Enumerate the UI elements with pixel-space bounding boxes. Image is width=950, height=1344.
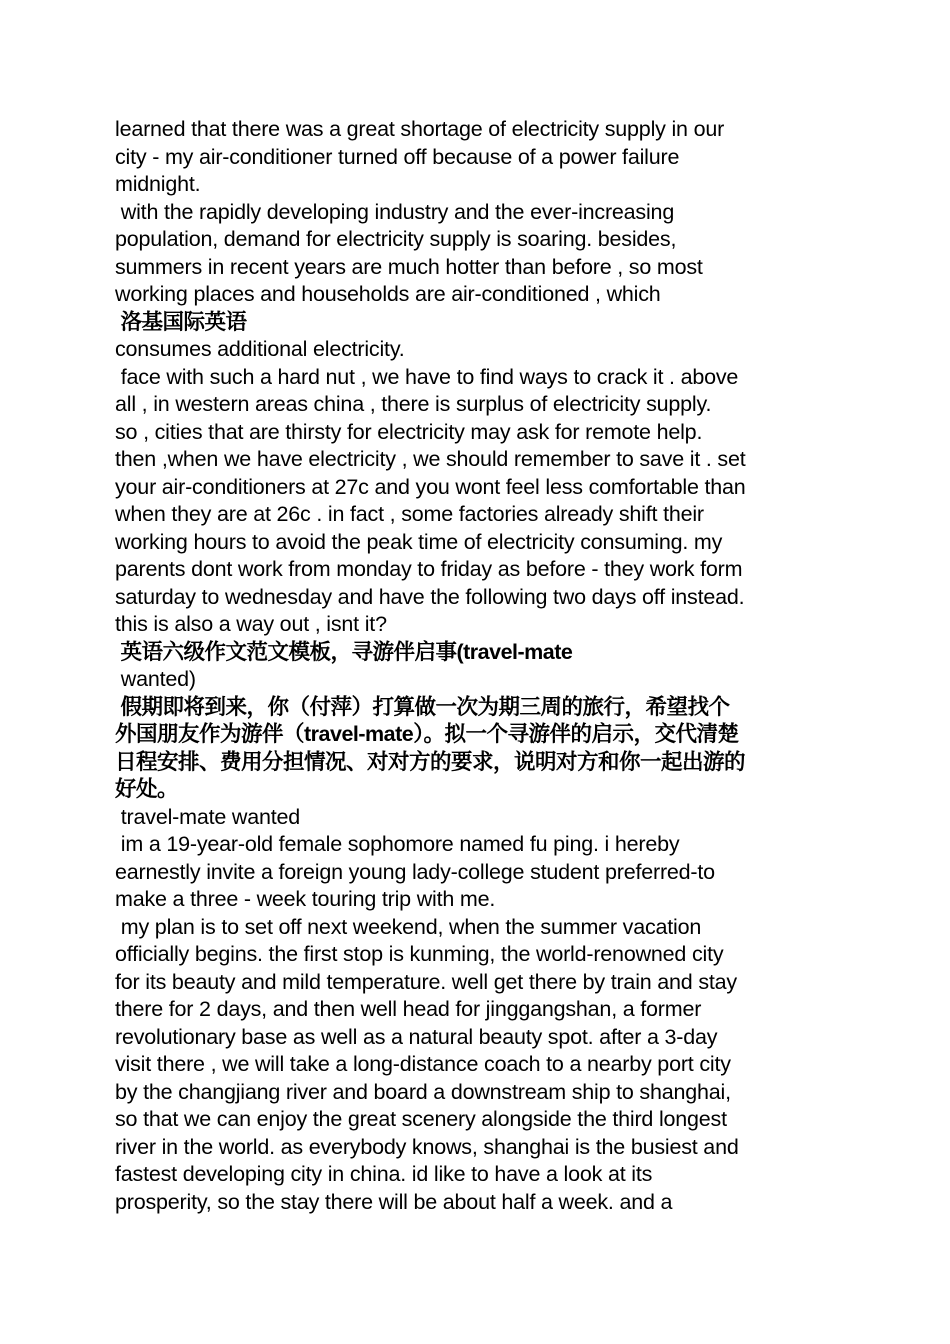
text-line: face with such a hard nut , we have to find ways to crack it . above <box>115 364 739 389</box>
text-line: summers in recent years are much hotter than before , so most <box>115 254 703 279</box>
section-title: 英语六级作文范文模板，寻游伴启事(travel-mate <box>115 639 573 664</box>
prompt-line: 假期即将到来，你（付萍）打算做一次为期三周的旅行，希望找个 <box>115 694 730 719</box>
text-line: im a 19-year-old female sophomore named fu ping. i hereby <box>115 832 680 856</box>
text-line: with the rapidly developing industry and the ever-increasing <box>115 199 675 224</box>
text-line: for its beauty and mild temperature. well get there by train and stay <box>115 969 737 994</box>
section-title-continued: wanted) <box>115 667 196 691</box>
text-line: working hours to avoid the peak time of electricity consuming. my <box>115 529 723 554</box>
text-line: your air-conditioners at 27c and you wont feel less comfortable than <box>115 474 746 499</box>
text-line: this is also a way out , isnt it? <box>115 612 387 636</box>
essay-title: travel-mate wanted <box>115 804 301 829</box>
text-line: working places and households are air-conditioned , which <box>115 282 661 306</box>
text-line: officially begins. the first stop is kunming, the world-renowned city <box>115 942 724 966</box>
text-line: make a three - week touring trip with me. <box>115 887 496 911</box>
text-line: midnight. <box>115 172 201 196</box>
text-line: there for 2 days, and then well head for jinggangshan, a former <box>115 997 702 1021</box>
document-page <box>115 116 845 1216</box>
text-line: so that we can enjoy the great scenery alongside the third longest <box>115 1107 727 1131</box>
text-line: saturday to wednesday and have the following two days off instead. <box>115 584 745 609</box>
text-line: visit there , we will take a long-distance coach to a nearby port city <box>115 1052 731 1076</box>
text-line: when they are at 26c . in fact , some factories already shift their <box>115 502 704 526</box>
text-line: prosperity, so the stay there will be about half a week. and a <box>115 1189 673 1214</box>
text-line: all , in western areas china , there is surplus of electricity supply. <box>115 392 712 416</box>
prompt-line: 外国朋友作为游伴（travel-mate）。拟一个寻游伴的启示，交代清楚 <box>115 722 739 746</box>
prompt-line: 日程安排、费用分担情况、对对方的要求，说明对方和你一起出游的 <box>115 749 746 774</box>
text-line: my plan is to set off next weekend, when the summer vacation <box>115 914 702 939</box>
prompt-line: 好处。 <box>115 777 179 801</box>
text-line: city - my air-conditioner turned off because of a power failure <box>115 144 680 169</box>
text-line: revolutionary base as well as a natural beauty spot. after a 3-day <box>115 1024 718 1049</box>
text-line: fastest developing city in china. id like to have a look at its <box>115 1162 653 1186</box>
text-line: population, demand for electricity supply is soaring. besides, <box>115 227 677 251</box>
text-line: so , cities that are thirsty for electricity may ask for remote help. <box>115 419 703 444</box>
text-line: consumes additional electricity. <box>115 337 405 361</box>
text-line: earnestly invite a foreign young lady-college student preferred-to <box>115 859 715 884</box>
watermark-heading: 洛基国际英语 <box>115 309 247 334</box>
text-line: by the changjiang river and board a downstream ship to shanghai, <box>115 1079 731 1104</box>
text-line: river in the world. as everybody knows, shanghai is the busiest and <box>115 1134 739 1159</box>
text-line: learned that there was a great shortage of electricity supply in our <box>115 117 725 141</box>
text-line: parents dont work from monday to friday as before - they work form <box>115 557 743 581</box>
text-line: then ,when we have electricity , we should remember to save it . set <box>115 447 746 471</box>
